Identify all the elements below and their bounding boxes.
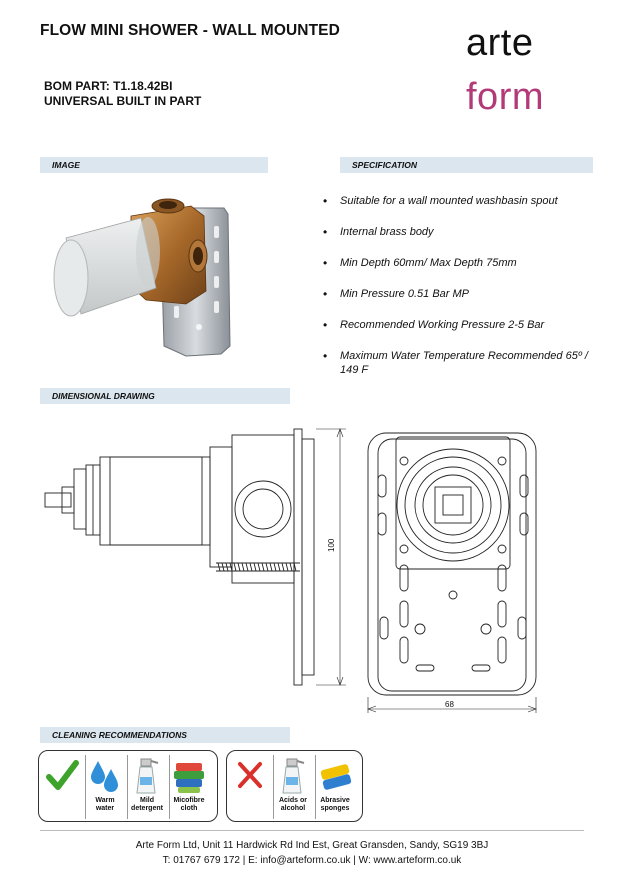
side-view-drawing — [38, 425, 358, 695]
logo-form: form — [466, 76, 544, 118]
spray-bottle-icon — [128, 755, 166, 795]
product-photo — [46, 196, 246, 361]
recommended-tile: Mild detergent — [127, 755, 166, 819]
avoid-tile: Abrasive sponges — [315, 755, 354, 819]
logo-arte: arte — [466, 22, 534, 64]
height-dimension: 100 — [327, 538, 336, 552]
bom-part: BOM PART: T1.18.42BI — [44, 79, 173, 93]
spec-item: • Min Pressure 0.51 Bar MP — [323, 287, 593, 301]
front-view-drawing — [360, 425, 550, 715]
spec-item: • Maximum Water Temperature Recommended 65º / 149 F — [323, 349, 593, 377]
footer-address: Arte Form Ltd, Unit 11 Hardwick Rd Ind Est, Great Gransden, Sandy, SG19 3BJ — [135, 840, 489, 851]
footer-divider — [40, 830, 584, 831]
specification-list — [323, 194, 593, 394]
specification-section-header: SPECIFICATION — [340, 157, 593, 173]
footer-contact: T: 01767 679 172 | E: info@arteform.co.uk | W: www.arteform.co.uk — [162, 855, 462, 866]
recommended-cleaning-box — [38, 750, 218, 822]
check-icon — [43, 755, 81, 795]
image-section-header: IMAGE — [40, 157, 268, 173]
recommended-tile — [43, 755, 81, 819]
water-drops-icon — [86, 755, 124, 795]
sponge-icon — [316, 755, 354, 795]
spec-item: • Suitable for a wall mounted washbasin spout — [323, 194, 593, 208]
recommended-tile: Micofibre cloth — [169, 755, 208, 819]
cloth-icon — [170, 755, 208, 795]
spec-item: • Internal brass body — [323, 225, 593, 239]
cross-icon — [231, 755, 269, 795]
page-title: FLOW MINI SHOWER - WALL MOUNTED — [40, 22, 340, 39]
cleaning-section-header: CLEANING RECOMMENDATIONS — [40, 727, 290, 743]
spray-bottle-icon — [274, 755, 312, 795]
product-subtitle: UNIVERSAL BUILT IN PART — [44, 94, 202, 108]
width-dimension: 68 — [445, 700, 454, 709]
spec-item: • Recommended Working Pressure 2-5 Bar — [323, 318, 593, 332]
drawing-section-header: DIMENSIONAL DRAWING — [40, 388, 290, 404]
avoid-tile: Acids or alcohol — [273, 755, 312, 819]
avoid-tile — [231, 755, 269, 819]
spec-item: • Min Depth 60mm/ Max Depth 75mm — [323, 256, 593, 270]
recommended-tile: Warm water — [85, 755, 124, 819]
avoid-cleaning-box — [226, 750, 363, 822]
